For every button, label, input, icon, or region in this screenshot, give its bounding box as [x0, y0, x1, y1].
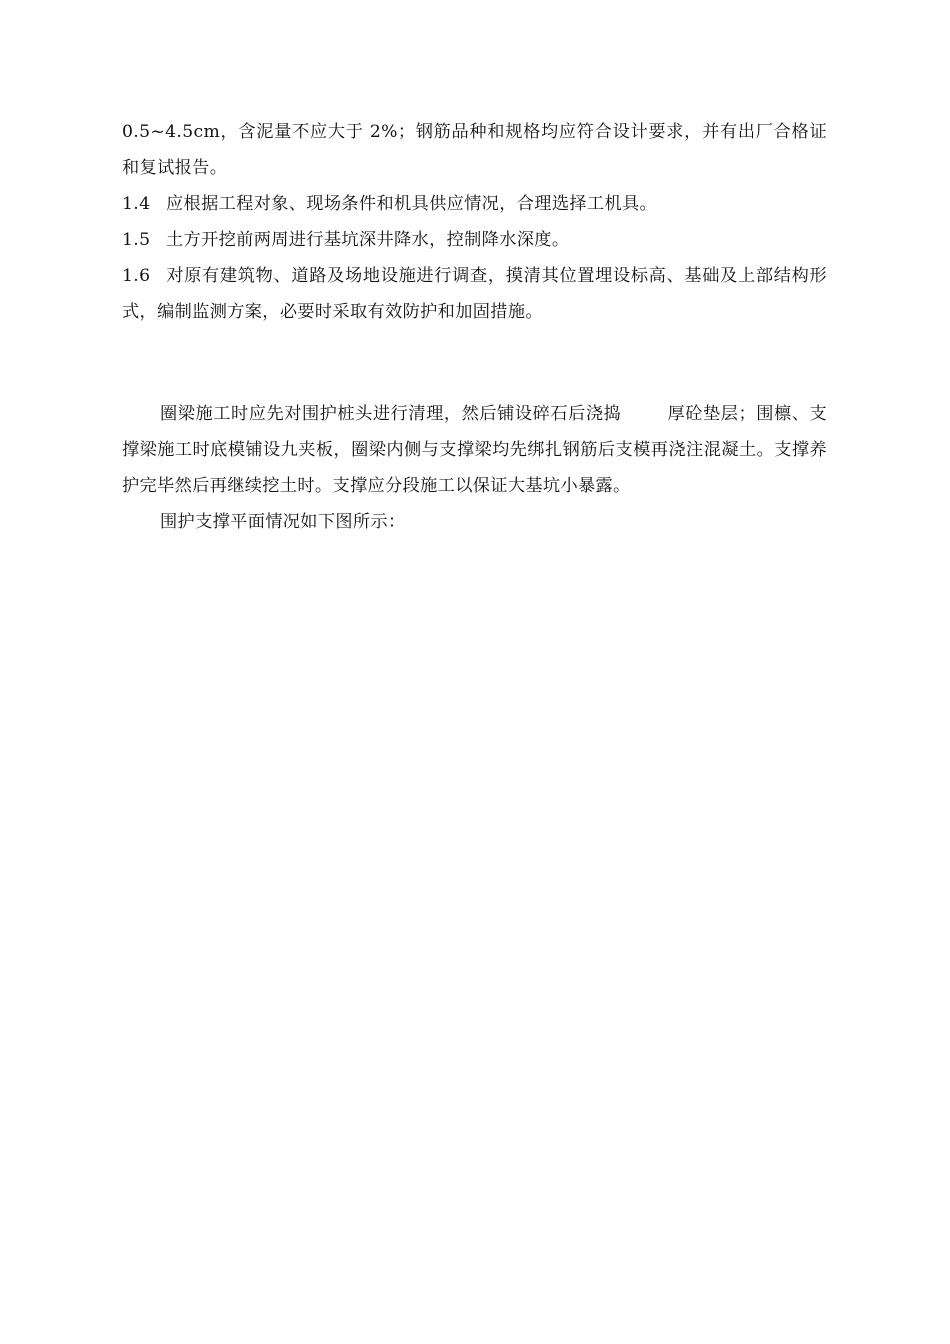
paragraph-text: 围护支撑平面情况如下图所示：: [160, 512, 406, 532]
item-1-5: [122, 222, 827, 258]
material-requirements-paragraph: [122, 114, 827, 186]
support-construction-section: [122, 396, 827, 540]
paragraph-text-part1: 圈梁施工时应先对围护桩头进行清理，然后铺设碎石后浇捣: [160, 404, 622, 424]
item-text: 应根据工程对象、现场条件和机具供应情况，合理选择工机具。: [166, 194, 658, 214]
support-construction-paragraph: [122, 396, 827, 504]
paragraph-text: 0.5~4.5cm，含泥量不应大于 2%；钢筋品种和规格均应符合设计要求，并有出厂合格证和复试报告。: [122, 122, 827, 178]
item-number: 1.4: [122, 194, 151, 214]
item-1-4: [122, 186, 827, 222]
item-text: 对原有建筑物、道路及场地设施进行调查，摸清其位置埋设标高、基础及上部结构形式，编制监测方案，必要时采取有效防护和加固措施。: [122, 266, 827, 322]
item-1-6: [122, 258, 827, 330]
requirements-section: [122, 114, 827, 330]
item-text: 土方开挖前两周进行基坑深井降水，控制降水深度。: [166, 230, 570, 250]
plan-intro-paragraph: [122, 504, 827, 540]
item-number: 1.5: [122, 230, 151, 250]
paragraph-text-part2: 厚砼垫层；围檩、支撑梁施工时底模铺设九夹板，圈梁内侧与支撑梁均先绑扎钢筋后支模再浇注混凝土。支撑养护完毕然后再继续挖土时。支撑应分段施工以保证大基坑小暴露。: [122, 404, 827, 496]
item-number: 1.6: [122, 266, 151, 286]
